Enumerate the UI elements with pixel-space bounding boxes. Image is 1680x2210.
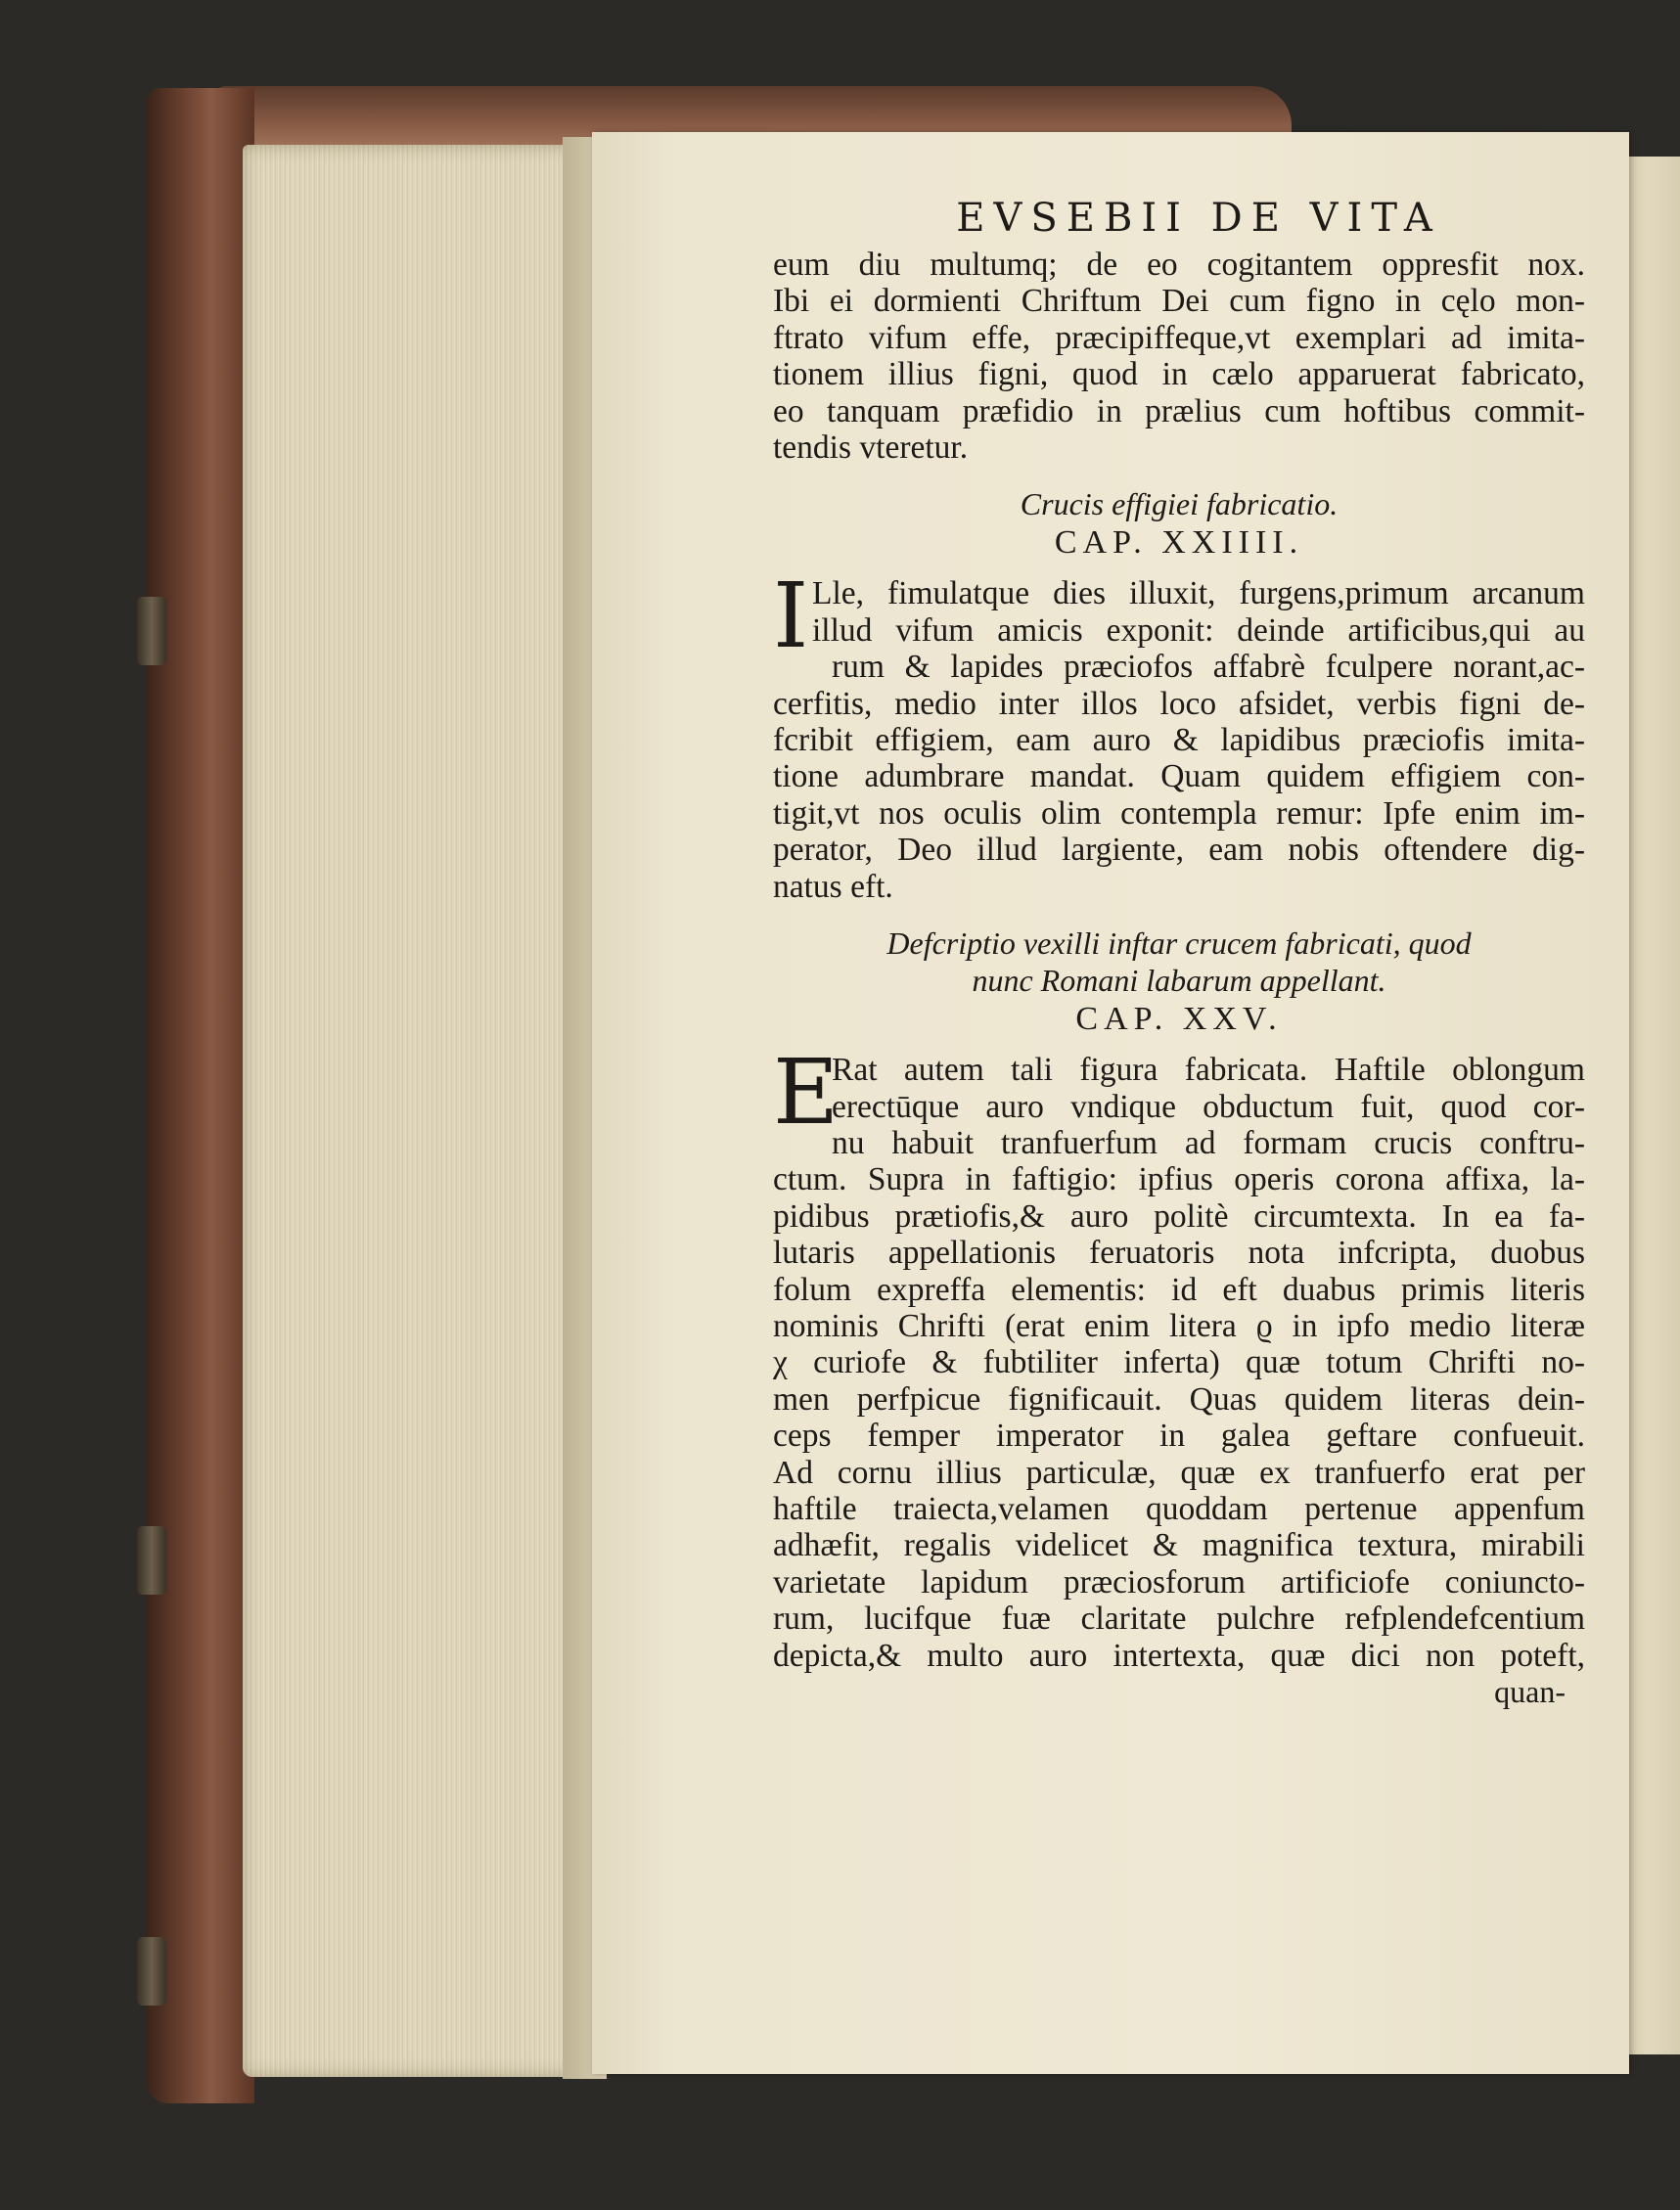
text-line: rum, lucifque fuæ claritate pulchre refplendefcentium (773, 1601, 1585, 1638)
text-line: folum expreffa elementis: id eft duabus primis literis (773, 1271, 1585, 1308)
text-line: nominis Chrifti (erat enim litera ϱ in ipfo medio literæ (773, 1307, 1585, 1344)
chapter-heading: CAP. XXIIII. (1054, 524, 1304, 562)
text-line: adhæfit, regalis videlicet & magnifica textura, mirabili (773, 1527, 1585, 1564)
clasp-icon (137, 597, 166, 665)
text-line: perator, Deo illud largiente, eam nobis oftendere dig- (773, 832, 1585, 869)
text-line: pidibus prætiofis,& auro politè circumtexta. In ea fa- (773, 1197, 1585, 1235)
text-line: nu habuit tranfuerfum ad formam crucis conftru- (832, 1124, 1585, 1161)
catchword: quan- (1494, 1674, 1566, 1709)
text-line: erectūque auro vndique obductum fuit, quod cor- (832, 1088, 1585, 1125)
text-line: ctum. Supra in faftigio: ipfius operis corona affixa, la- (773, 1161, 1585, 1198)
chapter-heading: CAP. XXV. (1075, 1001, 1283, 1038)
book-binding (147, 88, 254, 2103)
running-head: EVSEBII DE VITA (956, 196, 1441, 241)
text-line: rum & lapides præciofos affabrè fculpere norant,ac- (832, 649, 1585, 686)
text-line: tionem illius figni, quod in cælo apparuerat fabricato, (773, 356, 1585, 393)
drop-cap: I (773, 564, 809, 669)
text-line: cerfitis, medio inter illos loco afsidet, verbis figni de- (773, 685, 1585, 722)
text-line: haftile traiecta,velamen quoddam pertenue appenfum (773, 1490, 1585, 1527)
clasp-icon (137, 1526, 166, 1595)
top-paragraph (773, 247, 1585, 466)
drop-cap: E (773, 1040, 840, 1146)
text-line: Rat autem tali figura fabricata. Haftile oblongum (832, 1052, 1585, 1089)
text-line: tendis vteretur. (773, 429, 969, 467)
text-line: illud vifum amicis exponit: deinde artificibus,qui au (812, 611, 1585, 649)
text-line: tione adumbrare mandat. Quam quidem effigiem con- (773, 758, 1585, 795)
chapter-rubric: nunc Romani labarum appellant. (972, 963, 1386, 999)
text-line: fcribit effigiem, eam auro & lapidibus præciofis imita- (773, 722, 1585, 759)
text-line: eo tanquam præfidio in prælius cum hoftibus commit- (773, 392, 1585, 429)
chapter-25-body (773, 1040, 1585, 1674)
chapter-24-body (773, 564, 1585, 905)
text-line: Ad cornu illius particulæ, quæ ex tranfuerfo erat per (773, 1454, 1585, 1491)
chapter-rubric: Crucis effigiei fabricatio. (1020, 486, 1339, 522)
text-line: Lle, fimulatque dies illuxit, furgens,primum arcanum (812, 575, 1585, 612)
page-text (773, 196, 1585, 1710)
facing-page-edge (1624, 157, 1680, 2054)
text-line: lutaris appellationis feruatoris nota infcripta, duobus (773, 1235, 1585, 1272)
text-line: eum diu multumq; de eo cogitantem oppresfit nox. (773, 247, 1585, 283)
text-line: varietate lapidum præciosforum artificiofe coniuncto- (773, 1563, 1585, 1601)
text-line: χ curiofe & fubtiliter inferta) quæ totum Chrifti no- (773, 1344, 1585, 1381)
text-line: Ibi ei dormienti Chriftum Dei cum figno in cęlo mon- (773, 283, 1585, 320)
text-line: men perfpicue fignificauit. Quas quidem literas dein- (773, 1380, 1585, 1418)
page-edges (243, 145, 580, 2077)
chapter-rubric: Defcriptio vexilli inftar crucem fabricati, quod (886, 925, 1472, 962)
text-line: ceps femper imperator in galea geftare confueuit. (773, 1418, 1585, 1455)
clasp-icon (137, 1937, 166, 2006)
text-line: depicta,& multo auro intertexta, quæ dici non poteft, (773, 1637, 1585, 1674)
text-line: tigit,vt nos oculis olim contempla remur: Ipfe enim im- (773, 794, 1585, 832)
text-line: ftrato vifum effe, præcipiffeque,vt exemplari ad imita- (773, 319, 1585, 356)
text-line: natus eft. (773, 868, 893, 905)
